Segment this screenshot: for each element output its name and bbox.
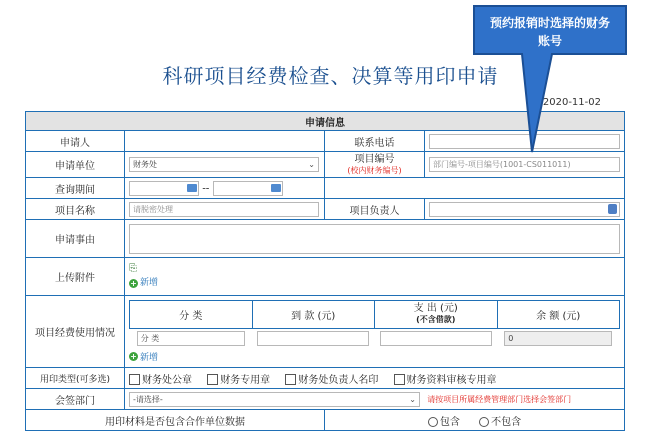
usage-add-label: 新增 xyxy=(140,353,159,364)
usage-add-button[interactable] xyxy=(129,350,158,363)
period-start-input[interactable] xyxy=(129,181,199,196)
query-period-filler xyxy=(325,178,625,199)
page-title: 科研项目经费检查、决算等用印申请 xyxy=(162,64,499,88)
reason-textarea[interactable] xyxy=(129,224,620,254)
usage-balance-input: 0 xyxy=(504,331,612,346)
unit-select-value: 财务处 xyxy=(133,160,157,169)
calendar-icon[interactable] xyxy=(271,184,281,192)
checkbox[interactable] xyxy=(207,374,218,385)
checkbox[interactable] xyxy=(129,374,140,385)
usage-received-input[interactable] xyxy=(257,331,369,346)
usage-col-category: 分 类 xyxy=(130,300,253,328)
seal-option-3-label: 财务处负责人名印 xyxy=(298,374,379,386)
countersign-select[interactable] xyxy=(129,392,420,407)
chevron-down-icon: ⌄ xyxy=(308,160,315,169)
date-separator: -- xyxy=(202,183,210,194)
unit-select[interactable] xyxy=(129,157,319,172)
checkbox[interactable] xyxy=(394,374,405,385)
callout-line-2: 账号 xyxy=(537,34,562,48)
project-no-note: (校内财务编号) xyxy=(347,165,402,175)
period-end-input[interactable] xyxy=(213,181,283,196)
applicant-value xyxy=(125,131,325,152)
project-no-input[interactable]: 部门编号-项目编号(1001-CS011011) xyxy=(429,157,620,172)
callout-line-1: 预约报销时选择的财务 xyxy=(489,16,610,30)
application-form xyxy=(25,111,625,431)
seal-option-1-label: 财务处公章 xyxy=(142,374,192,386)
unit-label: 申请单位 xyxy=(26,152,125,178)
countersign-label: 会签部门 xyxy=(26,389,125,410)
radio-button[interactable] xyxy=(479,417,489,427)
query-period-label: 查询期间 xyxy=(26,178,125,199)
coop-option-exclude[interactable] xyxy=(479,417,521,428)
plus-icon: + xyxy=(130,278,137,288)
project-leader-label: 项目负责人 xyxy=(325,199,425,220)
applicant-label: 申请人 xyxy=(26,131,125,152)
annotation-callout xyxy=(470,2,630,156)
plus-icon: + xyxy=(130,352,137,362)
contact-phone-label: 联系电话 xyxy=(325,131,425,152)
radio-button[interactable] xyxy=(428,417,438,427)
seal-option-2[interactable] xyxy=(207,375,270,386)
seal-type-label: 用印类型(可多选) xyxy=(26,368,125,389)
project-name-label: 项目名称 xyxy=(26,199,125,220)
seal-option-2-label: 财务专用章 xyxy=(220,374,271,386)
seal-option-3[interactable] xyxy=(285,375,378,386)
chevron-down-icon: ⌄ xyxy=(409,394,416,404)
project-name-input[interactable]: 请脱密处理 xyxy=(129,202,319,217)
countersign-hint: 请按项目所属经费管理部门选择会签部门 xyxy=(427,395,572,404)
usage-category-input[interactable]: 分 类 xyxy=(137,331,245,346)
usage-expense-input[interactable] xyxy=(380,331,492,346)
attachment-add-button[interactable] xyxy=(129,276,158,290)
coop-option-include-label: 包含 xyxy=(439,416,460,428)
coop-option-exclude-label: 不包含 xyxy=(491,416,522,428)
checkbox[interactable] xyxy=(285,374,296,385)
countersign-select-value: -请选择- xyxy=(133,394,163,404)
usage-col-balance: 余 额 (元) xyxy=(497,300,620,328)
seal-option-4[interactable] xyxy=(394,375,497,386)
project-no-label: 项目编号 xyxy=(354,153,395,165)
attachment-label: 上传附件 xyxy=(26,258,125,296)
usage-col-received: 到 款 (元) xyxy=(252,300,375,328)
usage-col-expense: 支 出 (元) xyxy=(413,303,458,315)
seal-option-1[interactable] xyxy=(129,375,192,386)
seal-option-4-label: 财务资料审核专用章 xyxy=(406,374,497,386)
attachment-icon[interactable]: ⎘ xyxy=(129,263,137,275)
coop-label: 用印材料是否包含合作单位数据 xyxy=(26,410,325,431)
reason-label: 申请事由 xyxy=(26,220,125,258)
usage-label: 项目经费使用情况 xyxy=(26,296,125,368)
user-picker-icon[interactable] xyxy=(608,204,617,214)
calendar-icon[interactable] xyxy=(187,184,197,192)
usage-col-expense-note: (不含借款) xyxy=(416,315,456,325)
usage-table xyxy=(129,300,620,349)
apply-date-value: 2020-11-02 xyxy=(542,97,601,108)
coop-option-include[interactable] xyxy=(428,417,460,428)
attachment-add-label: 新增 xyxy=(140,278,159,289)
project-leader-input[interactable] xyxy=(429,202,620,217)
section-header: 申请信息 xyxy=(26,112,625,131)
